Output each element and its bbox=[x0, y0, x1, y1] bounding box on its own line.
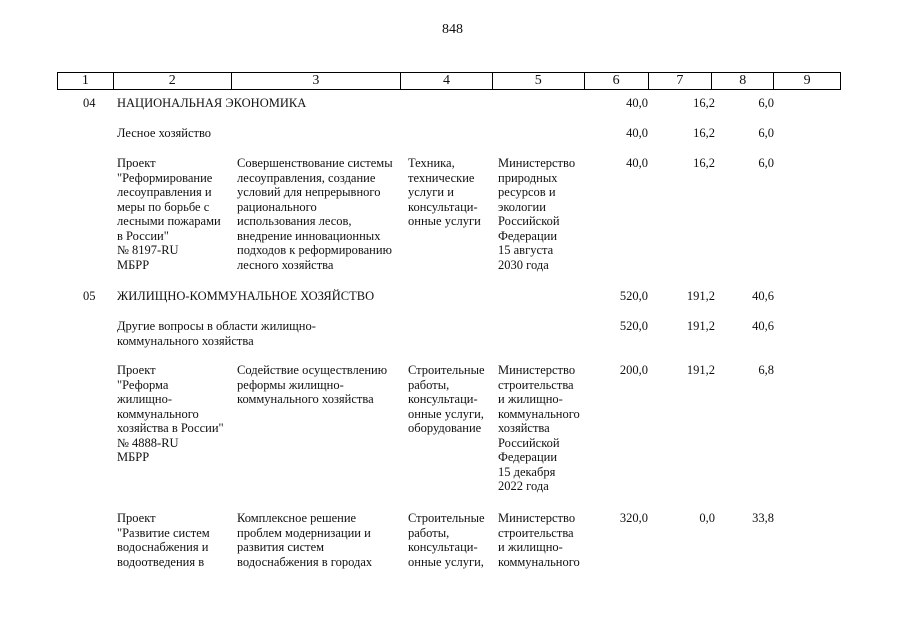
value-col8: 40,6 bbox=[752, 319, 774, 333]
project-goal: Содействие осуществлению реформы жилищно- коммунального хозяйства bbox=[237, 363, 388, 406]
value-col7: 0,0 bbox=[699, 511, 715, 525]
page-number: 848 bbox=[442, 22, 463, 37]
value-col7: 191,2 bbox=[686, 363, 715, 377]
section-name: НАЦИОНАЛЬНАЯ ЭКОНОМИКА bbox=[117, 96, 307, 110]
section-code: 05 bbox=[83, 289, 96, 303]
header-col-4: 4 bbox=[401, 73, 493, 89]
value-col6: 200,0 bbox=[619, 363, 648, 377]
project-name: Проект "Развитие систем водоснабжения и водоотведения в bbox=[117, 511, 210, 569]
section-code: 04 bbox=[83, 96, 96, 110]
project-agency: Министерство строительства и жилищно- коммунального хозяйства Российской Федерации 15 декабря 2022 года bbox=[498, 363, 580, 493]
project-services: Строительные работы, консультаци- онные услуги, оборудование bbox=[408, 363, 485, 435]
project-name: Проект "Реформирование лесоуправления и меры по борьбе с лесными пожарами в России" № 8197-RU МБРР bbox=[117, 156, 221, 272]
header-col-6: 6 bbox=[585, 73, 649, 89]
header-col-2: 2 bbox=[114, 73, 232, 89]
header-col-7: 7 bbox=[649, 73, 713, 89]
value-col7: 16,2 bbox=[693, 96, 715, 110]
value-col7: 16,2 bbox=[693, 156, 715, 170]
project-agency: Министерство строительства и жилищно- коммунального bbox=[498, 511, 580, 569]
value-col8: 40,6 bbox=[752, 289, 774, 303]
value-col7: 191,2 bbox=[686, 289, 715, 303]
value-col6: 520,0 bbox=[619, 289, 648, 303]
value-col7: 191,2 bbox=[686, 319, 715, 333]
project-services: Строительные работы, консультаци- онные услуги, bbox=[408, 511, 485, 569]
value-col6: 40,0 bbox=[626, 126, 648, 140]
value-col6: 320,0 bbox=[619, 511, 648, 525]
table-header-row bbox=[57, 72, 841, 90]
value-col6: 40,0 bbox=[626, 156, 648, 170]
header-col-3: 3 bbox=[232, 73, 402, 89]
value-col6: 40,0 bbox=[626, 96, 648, 110]
subsection-name: Другие вопросы в области жилищно- коммунального хозяйства bbox=[117, 319, 316, 348]
subsection-name: Лесное хозяйство bbox=[117, 126, 212, 140]
header-col-1: 1 bbox=[58, 73, 114, 89]
project-name: Проект "Реформа жилищно- коммунального хозяйства в России" № 4888-RU МБРР bbox=[117, 363, 224, 464]
header-col-8: 8 bbox=[712, 73, 774, 89]
value-col8: 6,0 bbox=[758, 126, 774, 140]
value-col8: 6,8 bbox=[758, 363, 774, 377]
value-col8: 6,0 bbox=[758, 96, 774, 110]
project-services: Техника, технические услуги и консультаци- онные услуги bbox=[408, 156, 481, 228]
value-col6: 520,0 bbox=[619, 319, 648, 333]
value-col8: 6,0 bbox=[758, 156, 774, 170]
section-name: ЖИЛИЩНО-КОММУНАЛЬНОЕ ХОЗЯЙСТВО bbox=[117, 289, 375, 303]
project-agency: Министерство природных ресурсов и экологии Российской Федерации 15 августа 2030 года bbox=[498, 156, 576, 272]
value-col8: 33,8 bbox=[752, 511, 774, 525]
project-goal: Комплексное решение проблем модернизации и развития систем водоснабжения в городах bbox=[237, 511, 373, 569]
value-col7: 16,2 bbox=[693, 126, 715, 140]
header-col-9: 9 bbox=[803, 73, 811, 88]
header-col-5: 5 bbox=[493, 73, 585, 89]
project-goal: Совершенствование системы лесоуправления, создание условий для непрерывного рационального использования лесов, внедрение инновационных подходов к реформированию лесного хозяйства bbox=[237, 156, 393, 272]
